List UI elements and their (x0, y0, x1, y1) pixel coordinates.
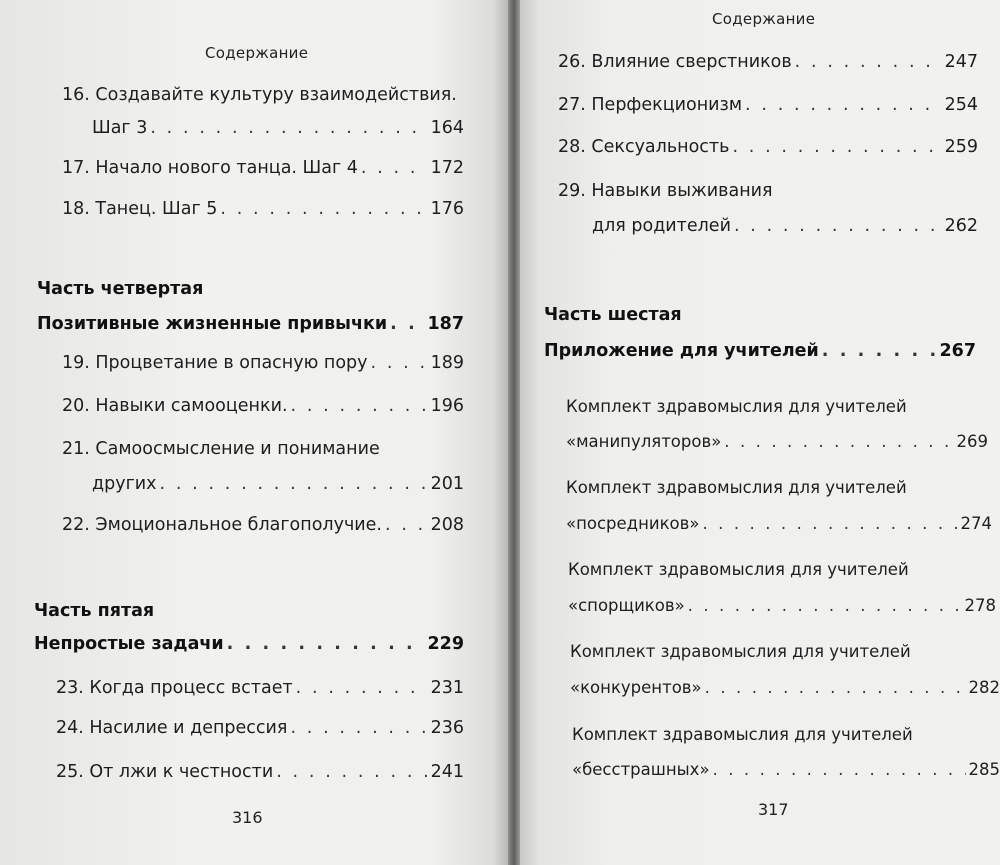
toc-entry-20 (62, 396, 464, 416)
right-page (520, 0, 1000, 865)
running-head: Содержание (205, 44, 309, 62)
toc-entry-17 (62, 158, 464, 178)
leader-dots (276, 762, 427, 782)
toc-entry-29-line1: 29. Навыки выживания (558, 181, 773, 201)
toc-entry-16-line1: 16. Создавайте культуру взаимодействия. (62, 85, 457, 105)
toc-entry-title: 20. Навыки самооценки. (62, 396, 288, 416)
toc-page-number: 269 (956, 432, 988, 451)
toc-entry-21 (92, 474, 464, 494)
toc-page-number: 259 (944, 137, 978, 157)
toc-entry-title: 17. Начало нового танца. Шаг 4 (62, 158, 358, 178)
toc-entry-title: 18. Танец. Шаг 5 (62, 199, 218, 219)
toc-page-number: 285 (968, 760, 1000, 779)
toc-entry-27 (558, 95, 978, 115)
leader-dots (227, 634, 425, 654)
toc-entry-title: 25. От лжи к честности (56, 762, 274, 782)
toc-page-number: 172 (430, 158, 464, 178)
toc-entry-title: 22. Эмоциональное благополучие. (62, 515, 382, 535)
toc-entry-18 (62, 199, 464, 219)
toc-entry-title: других (92, 474, 157, 494)
part-6-label: Часть шестая (544, 305, 682, 325)
toc-entry-25 (56, 762, 464, 782)
toc-page-number: 282 (968, 678, 1000, 697)
toc-entry-title: 19. Процветание в опасную пору (62, 353, 368, 373)
kit-1 (566, 432, 988, 451)
leader-dots (724, 432, 953, 451)
leader-dots (296, 678, 428, 698)
kit-4-line1: Комплект здравомыслия для учителей (570, 642, 911, 661)
toc-entry-title: 26. Влияние сверстников (558, 52, 792, 72)
toc-page-number: 247 (944, 52, 978, 72)
kit-3-line1: Комплект здравомыслия для учителей (568, 560, 909, 579)
leader-dots (290, 718, 427, 738)
kit-4 (570, 678, 1000, 697)
part-title: Приложение для учителей (544, 341, 819, 361)
leader-dots (160, 474, 428, 494)
book-gutter (508, 0, 520, 865)
leader-dots (291, 396, 428, 416)
toc-entry-title: 24. Насилие и депрессия (56, 718, 288, 738)
toc-page-number: 189 (430, 353, 464, 373)
part-5-label: Часть пятая (34, 601, 155, 621)
part-title: Непростые задачи (34, 634, 224, 654)
leader-dots (732, 137, 941, 157)
toc-entry-title: 28. Сексуальность (558, 137, 730, 157)
leader-dots (795, 52, 942, 72)
leader-dots (705, 678, 966, 697)
leader-dots (688, 596, 962, 615)
toc-entry-24 (56, 718, 464, 738)
part-4-title (37, 314, 464, 334)
leader-dots (745, 95, 942, 115)
leader-dots (385, 515, 428, 535)
toc-page-number: 208 (430, 515, 464, 535)
kit-1-line1: Комплект здравомыслия для учителей (566, 397, 907, 416)
toc-page-number: 267 (939, 341, 976, 361)
toc-page-number: 278 (964, 596, 996, 615)
toc-entry-23 (56, 678, 464, 698)
leader-dots (371, 353, 428, 373)
kit-2-line1: Комплект здравомыслия для учителей (566, 478, 907, 497)
toc-entry-title: 27. Перфекционизм (558, 95, 743, 115)
toc-page-number: 262 (944, 216, 978, 236)
kit-5-line1: Комплект здравомыслия для учителей (572, 725, 913, 744)
toc-page-number: 196 (430, 396, 464, 416)
toc-page-number: 241 (430, 762, 464, 782)
toc-entry-19 (62, 353, 464, 373)
page-number-right: 317 (758, 800, 789, 819)
toc-entry-26 (558, 52, 978, 72)
kit-2 (566, 514, 992, 533)
leader-dots (150, 118, 427, 138)
kit-title: «манипуляторов» (566, 432, 722, 451)
kit-3 (568, 596, 996, 615)
toc-entry-21-line1: 21. Самоосмысление и понимание (62, 439, 380, 459)
toc-page-number: 187 (427, 314, 464, 334)
running-head: Содержание (712, 10, 816, 28)
part-6-title (544, 341, 976, 361)
kit-title: «спорщиков» (568, 596, 685, 615)
page-number-left: 316 (232, 808, 263, 827)
toc-entry-22 (62, 515, 464, 535)
kit-5 (572, 760, 1000, 779)
leader-dots (822, 341, 937, 361)
toc-page-number: 201 (430, 474, 464, 494)
toc-page-number: 236 (430, 718, 464, 738)
toc-entry-16 (92, 118, 464, 138)
toc-page-number: 229 (427, 634, 464, 654)
leader-dots (361, 158, 428, 178)
leader-dots (713, 760, 966, 779)
leader-dots (702, 514, 957, 533)
kit-title: «конкурентов» (570, 678, 702, 697)
leader-dots (390, 314, 424, 334)
part-title: Позитивные жизненные привычки (37, 314, 388, 334)
toc-page-number: 231 (430, 678, 464, 698)
toc-page-number: 164 (430, 118, 464, 138)
toc-page-number: 176 (430, 199, 464, 219)
part-5-title (34, 634, 464, 654)
toc-entry-title: Шаг 3 (92, 118, 148, 138)
toc-entry-28 (558, 137, 978, 157)
toc-page-number: 274 (960, 514, 992, 533)
toc-entry-29 (592, 216, 978, 236)
kit-title: «посредников» (566, 514, 700, 533)
toc-page-number: 254 (944, 95, 978, 115)
leader-dots (220, 199, 427, 219)
kit-title: «бесстрашных» (572, 760, 710, 779)
leader-dots (734, 216, 942, 236)
toc-entry-title: 23. Когда процесс встает (56, 678, 293, 698)
part-4-label: Часть четвертая (37, 279, 204, 299)
toc-entry-title: для родителей (592, 216, 731, 236)
